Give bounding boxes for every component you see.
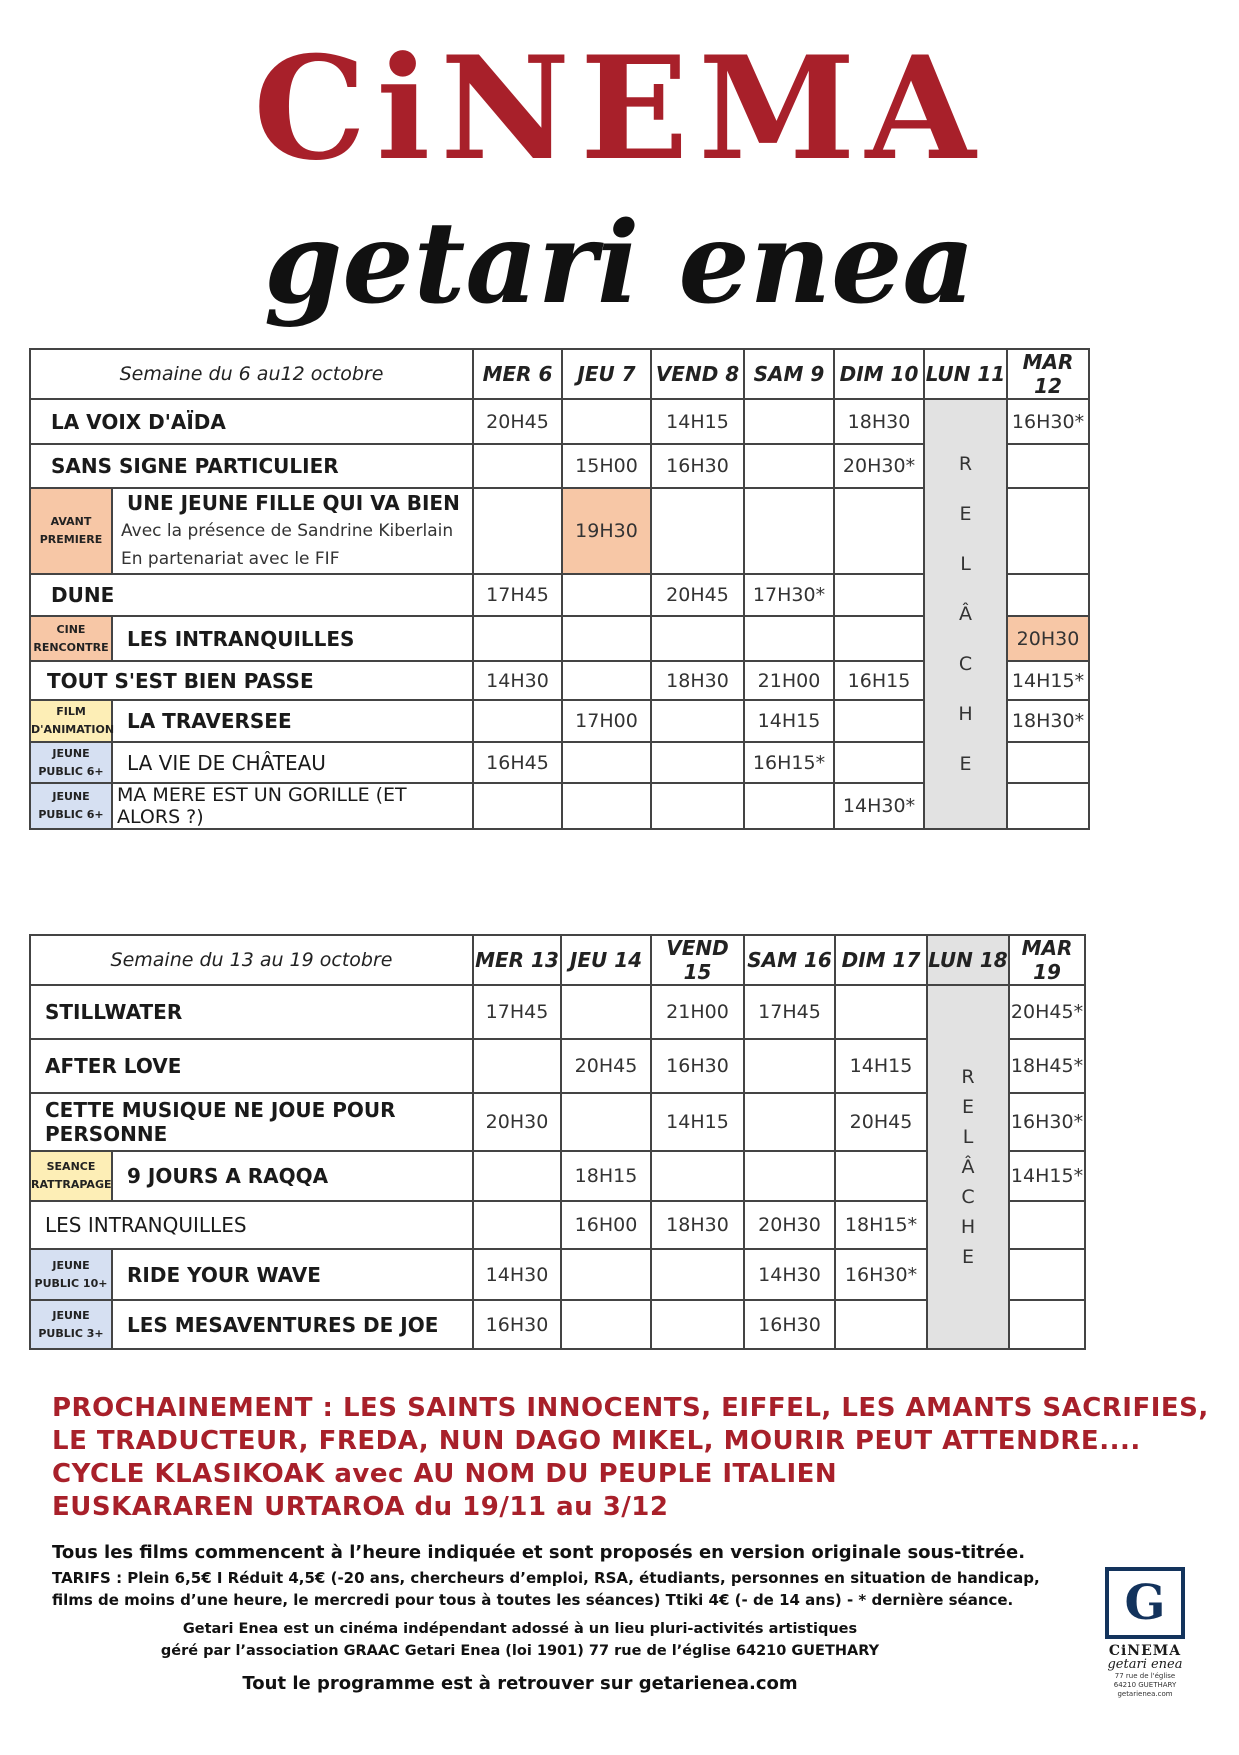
showtime [834, 700, 924, 742]
week2-header-row [30, 935, 1085, 985]
showtime: 14H30 [473, 1249, 561, 1300]
film-title: SANS SIGNE PARTICULIER [30, 444, 473, 488]
film-title: LA VIE DE CHÂTEAU [112, 742, 473, 783]
coming-soon-announcement [52, 1392, 1232, 1524]
showtime [473, 1151, 561, 1201]
film-title: LES INTRANQUILLES [30, 1201, 473, 1249]
showtime [1007, 488, 1089, 574]
week1-schedule-table [29, 348, 1090, 830]
showtime: 20H30 [473, 1093, 561, 1151]
mini-logo-name: CiNEMA [1108, 1643, 1182, 1659]
version-notice: Tous les films commencent à l’heure indiquée et sont proposés en version originale sous-titrée. [52, 1542, 1026, 1563]
relache-letter: E [959, 753, 972, 775]
showtime [473, 444, 562, 488]
showtime: 20H45 [835, 1093, 927, 1151]
week2-day: SAM 16 [744, 935, 835, 985]
showtime [561, 985, 651, 1039]
showtime [744, 1093, 835, 1151]
category-badge: JEUNE PUBLIC 6+ [30, 783, 112, 829]
showtime: 20H45 [561, 1039, 651, 1093]
showtime [651, 1300, 744, 1349]
category-badge: JEUNE PUBLIC 6+ [30, 742, 112, 783]
week2-relache-column [927, 985, 1009, 1349]
table-row [30, 1201, 1085, 1249]
showtime: 20H45* [1009, 985, 1085, 1039]
table-row [30, 399, 1089, 444]
showtime [561, 1249, 651, 1300]
pricing-info [52, 1567, 1052, 1611]
relache-letter: E [961, 1096, 974, 1118]
showtime: 16H15 [834, 661, 924, 700]
week1-day: DIM 10 [834, 349, 924, 399]
showtime: 14H15 [744, 700, 834, 742]
showtime [473, 783, 562, 829]
week2-day: VEND 15 [651, 935, 744, 985]
showtime [744, 399, 834, 444]
showtime [562, 574, 651, 616]
showtime [561, 1093, 651, 1151]
week2-day: MER 13 [473, 935, 561, 985]
cinema-logo-subtitle: getari enea [264, 198, 975, 329]
showtime [1007, 444, 1089, 488]
film-title: LES MESAVENTURES DE JOE [112, 1300, 473, 1349]
showtime [834, 616, 924, 661]
showtime [473, 700, 562, 742]
relache-letter: L [960, 553, 971, 575]
table-row [30, 1151, 1085, 1201]
showtime: 16H30* [1007, 399, 1089, 444]
showtime: 14H15 [651, 1093, 744, 1151]
showtime [651, 1249, 744, 1300]
relache-letter: H [960, 1216, 976, 1238]
showtime: 16H30* [1009, 1093, 1085, 1151]
week1-day: MAR 12 [1007, 349, 1089, 399]
film-title: CETTE MUSIQUE NE JOUE POUR PERSONNE [30, 1093, 473, 1151]
getari-enea-mini-logo [1100, 1567, 1190, 1699]
showtime [1007, 574, 1089, 616]
announcement-line: PROCHAINEMENT : LES SAINTS INNOCENTS, EIFFEL, LES AMANTS SACRIFIES, [52, 1393, 1209, 1423]
showtime: 21H00 [651, 985, 744, 1039]
showtime: 16H15* [744, 742, 834, 783]
showtime [835, 1151, 927, 1201]
association-line: Getari Enea est un cinéma indépendant adossé à un lieu pluri-activités artistiques [182, 1621, 858, 1637]
film-title: MA MERE EST UN GORILLE (ET ALORS ?) [112, 783, 473, 829]
table-row [30, 1300, 1085, 1349]
week1-day: SAM 9 [744, 349, 834, 399]
week1-label: Semaine du 6 au12 octobre [30, 349, 473, 399]
showtime [1009, 1201, 1085, 1249]
showtime: 20H30* [834, 444, 924, 488]
showtime: 17H00 [562, 700, 651, 742]
relache-letter: C [961, 1186, 975, 1208]
relache-letter: H [958, 703, 973, 725]
showtime: 14H30* [834, 783, 924, 829]
showtime [744, 488, 834, 574]
relache-letter: Â [961, 1156, 975, 1178]
showtime [651, 616, 744, 661]
showtime [1009, 1249, 1085, 1300]
film-note: Avec la présence de Sandrine Kiberlain [121, 521, 454, 541]
showtime: 16H30 [651, 444, 744, 488]
mini-logo-address: 64210 GUETHARY [1113, 1681, 1177, 1689]
association-line: géré par l’association GRAAC Getari Enea (loi 1901) 77 rue de l’église 64210 GUETHARY [160, 1643, 880, 1659]
showtime [834, 742, 924, 783]
showtime [651, 1151, 744, 1201]
showtime [744, 444, 834, 488]
film-title: RIDE YOUR WAVE [112, 1249, 473, 1300]
showtime: 18H15* [835, 1201, 927, 1249]
showtime [561, 1300, 651, 1349]
category-badge: JEUNE PUBLIC 10+ [30, 1249, 112, 1300]
pricing-line: TARIFS : Plein 6,5€ I Réduit 4,5€ (-20 ans, chercheurs d’emploi, RSA, étudiants, personnes en situation de handicap, [52, 1569, 1040, 1587]
cinema-logo-title: CiNEMA [253, 26, 986, 192]
week1-day: MER 6 [473, 349, 562, 399]
film-title: AFTER LOVE [30, 1039, 473, 1093]
week2-label: Semaine du 13 au 19 octobre [30, 935, 473, 985]
category-badge: JEUNE PUBLIC 3+ [30, 1300, 112, 1349]
g-logo-icon [1105, 1567, 1185, 1639]
showtime: 18H15 [561, 1151, 651, 1201]
week2-schedule-table [29, 934, 1086, 1350]
category-badge: FILM D'ANIMATION [30, 700, 112, 742]
film-title: 9 JOURS A RAQQA [112, 1151, 473, 1201]
showtime: 20H45 [473, 399, 562, 444]
showtime: 16H45 [473, 742, 562, 783]
relache-letter: C [958, 653, 973, 675]
showtime: 18H30* [1007, 700, 1089, 742]
film-title: STILLWATER [30, 985, 473, 1039]
showtime [1009, 1300, 1085, 1349]
showtime [1007, 742, 1089, 783]
showtime: 14H15 [651, 399, 744, 444]
relache-letter: R [961, 1066, 975, 1088]
mini-logo-address: 77 rue de l'église [1114, 1672, 1176, 1680]
showtime-highlighted: 20H30 [1007, 616, 1089, 661]
announcement-line: LE TRADUCTEUR, FREDA, NUN DAGO MIKEL, MOURIR PEUT ATTENDRE.... [52, 1426, 1141, 1456]
showtime: 20H45 [651, 574, 744, 616]
relache-letter: E [959, 503, 972, 525]
week1-day: VEND 8 [651, 349, 744, 399]
table-row [30, 1093, 1085, 1151]
showtime: 14H15* [1009, 1151, 1085, 1201]
week1-header-row [30, 349, 1089, 399]
relache-letter: R [958, 453, 973, 475]
table-row [30, 1039, 1085, 1093]
showtime: 17H30* [744, 574, 834, 616]
showtime [1007, 783, 1089, 829]
showtime: 16H00 [561, 1201, 651, 1249]
showtime [562, 661, 651, 700]
showtime: 17H45 [473, 985, 561, 1039]
showtime [744, 1039, 835, 1093]
category-badge: AVANT PREMIERE [30, 488, 112, 574]
relache-letter: L [962, 1126, 974, 1148]
showtime [473, 616, 562, 661]
showtime [744, 616, 834, 661]
showtime: 14H15* [1007, 661, 1089, 700]
mini-logo-address: getarienea.com [1117, 1690, 1173, 1698]
showtime: 15H00 [562, 444, 651, 488]
week1-day: JEU 7 [562, 349, 651, 399]
mini-logo-sub: getari enea [1107, 1657, 1183, 1672]
film-note: En partenariat avec le FIF [121, 549, 340, 569]
film-title: LA TRAVERSEE [112, 700, 473, 742]
showtime [835, 985, 927, 1039]
showtime: 14H30 [744, 1249, 835, 1300]
website-notice: Tout le programme est à retrouver sur getarienea.com [242, 1673, 798, 1694]
week2-day: JEU 14 [561, 935, 651, 985]
showtime: 18H30 [834, 399, 924, 444]
showtime: 17H45 [744, 985, 835, 1039]
showtime [473, 1039, 561, 1093]
showtime [651, 700, 744, 742]
announcement-line: EUSKARAREN URTAROA du 19/11 au 3/12 [52, 1492, 669, 1522]
association-info [160, 1618, 880, 1662]
relache-letter: E [961, 1246, 974, 1268]
table-row [30, 1249, 1085, 1300]
film-title: UNE JEUNE FILLE QUI VA BIEN [127, 491, 460, 515]
announcement-line: CYCLE KLASIKOAK avec AU NOM DU PEUPLE ITALIEN [52, 1459, 838, 1489]
showtime [834, 488, 924, 574]
showtime [744, 783, 834, 829]
week2-day: MAR 19 [1009, 935, 1085, 985]
showtime: 17H45 [473, 574, 562, 616]
showtime: 18H30 [651, 1201, 744, 1249]
category-badge: CINE RENCONTRE [30, 616, 112, 661]
showtime [651, 783, 744, 829]
week1-relache-column [924, 399, 1007, 829]
showtime: 21H00 [744, 661, 834, 700]
category-badge: SEANCE RATTRAPAGE [30, 1151, 112, 1201]
showtime [562, 399, 651, 444]
showtime: 16H30 [651, 1039, 744, 1093]
film-cell [112, 488, 473, 574]
showtime: 16H30 [473, 1300, 561, 1349]
showtime [835, 1300, 927, 1349]
relache-letter: Â [959, 603, 972, 625]
showtime [562, 783, 651, 829]
showtime [473, 488, 562, 574]
table-row [30, 985, 1085, 1039]
showtime [651, 742, 744, 783]
film-title: LA VOIX D'AÏDA [30, 399, 473, 444]
showtime [562, 742, 651, 783]
film-title: LES INTRANQUILLES [112, 616, 473, 661]
showtime [834, 574, 924, 616]
showtime: 18H45* [1009, 1039, 1085, 1093]
showtime: 14H30 [473, 661, 562, 700]
showtime [473, 1201, 561, 1249]
showtime [562, 616, 651, 661]
showtime: 20H30 [744, 1201, 835, 1249]
film-title: DUNE [30, 574, 473, 616]
week2-day: LUN 18 [927, 935, 1009, 985]
week1-day: LUN 11 [924, 349, 1007, 399]
showtime-highlighted: 19H30 [562, 488, 651, 574]
showtime: 16H30* [835, 1249, 927, 1300]
film-title: TOUT S'EST BIEN PASSE [30, 661, 473, 700]
pricing-line: films de moins d’une heure, le mercredi pour tous à toutes les séances) Ttiki 4€ (- de 14 ans) - * dernière séance. [52, 1591, 1014, 1609]
showtime: 16H30 [744, 1300, 835, 1349]
week2-day: DIM 17 [835, 935, 927, 985]
showtime: 14H15 [835, 1039, 927, 1093]
showtime [744, 1151, 835, 1201]
showtime: 18H30 [651, 661, 744, 700]
showtime [651, 488, 744, 574]
logo-letter: G [1124, 1575, 1166, 1631]
